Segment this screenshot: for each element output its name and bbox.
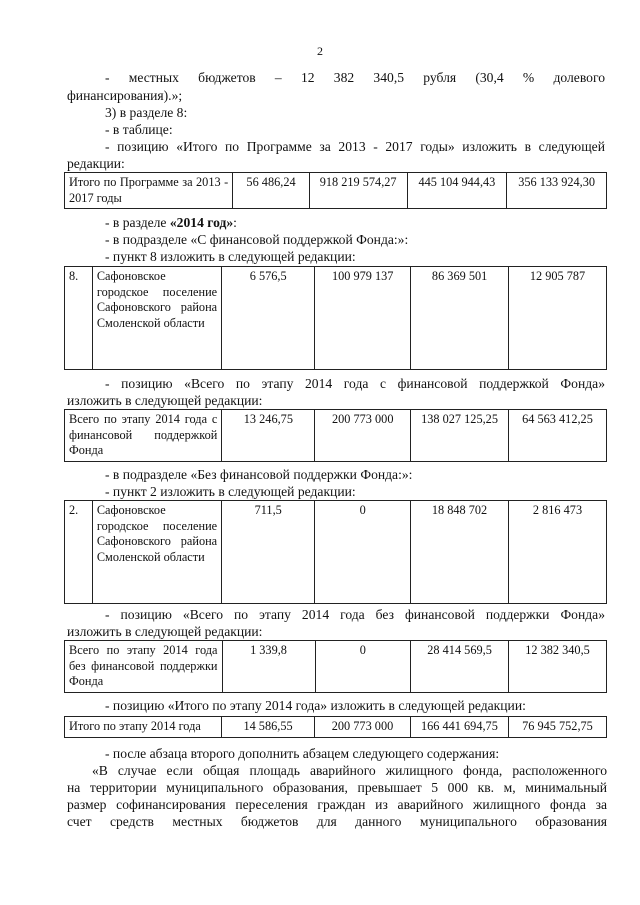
paragraph-line: - местных бюджетов – 12 382 340,5 рубля (30,4 % долевого bbox=[105, 70, 605, 85]
paragraph-line: «В случае если общая площадь аварийного жилищного фонда, расположенного bbox=[92, 763, 607, 778]
cell-fund: 86 369 501 bbox=[411, 267, 509, 370]
table-row bbox=[65, 267, 607, 370]
row-label: Сафоновское городское поселение Сафоновского района Смоленской области bbox=[92, 501, 221, 604]
paragraph-line: - после абзаца второго дополнить абзацем следующего содержания: bbox=[105, 746, 500, 761]
cell-area: 1 339,8 bbox=[222, 641, 315, 693]
table-row bbox=[65, 717, 607, 738]
cell-fund: 138 027 125,25 bbox=[411, 410, 509, 462]
cell-local-budget: 2 816 473 bbox=[509, 501, 607, 604]
paragraph-line: - пункт 8 изложить в следующей редакции: bbox=[105, 249, 356, 264]
paragraph-line: - позицию «Итого по Программе за 2013 - 2017 годы» изложить в следующей bbox=[105, 139, 605, 154]
cell-total-cost: 918 219 574,27 bbox=[309, 173, 407, 209]
row-label: Итого по Программе за 2013 - 2017 годы bbox=[65, 173, 233, 209]
cell-total-cost: 200 773 000 bbox=[315, 717, 411, 738]
line-text: - в разделе bbox=[105, 215, 170, 230]
cell-local-budget: 76 945 752,75 bbox=[508, 717, 606, 738]
paragraph-line: изложить в следующей редакции: bbox=[67, 393, 263, 408]
paragraph-line: - в таблице: bbox=[105, 122, 173, 137]
paragraph-line: - позицию «Всего по этапу 2014 года с финансовой поддержкой Фонда» bbox=[105, 376, 605, 391]
cell-total-cost: 100 979 137 bbox=[315, 267, 411, 370]
section-year: «2014 год» bbox=[169, 215, 234, 230]
row-label: Сафоновское городское поселение Сафоновского района Смоленской области bbox=[92, 267, 221, 370]
cell-area: 14 586,55 bbox=[221, 717, 314, 738]
cell-total-cost: 200 773 000 bbox=[315, 410, 411, 462]
paragraph-line: на территории муниципального образования, превышает 5 000 кв. м, минимальный bbox=[67, 780, 607, 795]
cell-fund: 18 848 702 bbox=[411, 501, 509, 604]
paragraph-line: - пункт 2 изложить в следующей редакции: bbox=[105, 484, 356, 499]
cell-area: 711,5 bbox=[222, 501, 315, 604]
cell-local-budget: 12 905 787 bbox=[509, 267, 607, 370]
row-label: Итого по этапу 2014 года bbox=[65, 717, 222, 738]
table-row bbox=[65, 641, 607, 693]
cell-total-cost: 0 bbox=[315, 641, 411, 693]
cell-area: 6 576,5 bbox=[222, 267, 315, 370]
row-number: 8. bbox=[65, 267, 93, 370]
row-number: 2. bbox=[65, 501, 93, 604]
table-row bbox=[65, 173, 607, 209]
cell-total-cost: 0 bbox=[315, 501, 411, 604]
table-item-8 bbox=[64, 266, 607, 370]
line-text: : bbox=[233, 215, 237, 230]
table-total-without-support bbox=[64, 640, 607, 693]
paragraph-line: - позицию «Всего по этапу 2014 года без финансовой поддержки Фонда» bbox=[105, 607, 605, 622]
paragraph-line: размер софинансирования переселения граждан из аварийного жилищного фонда за bbox=[67, 797, 607, 812]
paragraph-line: - в подразделе «Без финансовой поддержки Фонда:»: bbox=[105, 467, 413, 482]
paragraph-line: финансирования).»; bbox=[67, 88, 183, 103]
paragraph-line: - позицию «Итого по этапу 2014 года» изложить в следующей редакции: bbox=[105, 698, 526, 713]
table-stage-total bbox=[64, 716, 607, 738]
page-number: 2 bbox=[317, 44, 323, 58]
cell-fund: 166 441 694,75 bbox=[410, 717, 508, 738]
row-label: Всего по этапу 2014 года с финансовой поддержкой Фонда bbox=[65, 410, 222, 462]
cell-area: 56 486,24 bbox=[233, 173, 310, 209]
cell-local-budget: 356 133 924,30 bbox=[507, 173, 607, 209]
paragraph-line: счет средств местных бюджетов для данного муниципального образования bbox=[67, 814, 607, 829]
paragraph-line: 3) в разделе 8: bbox=[105, 105, 188, 120]
paragraph-line bbox=[105, 214, 605, 231]
table-row bbox=[65, 501, 607, 604]
table-program-total bbox=[64, 172, 607, 209]
cell-local-budget: 64 563 412,25 bbox=[509, 410, 607, 462]
table-total-with-support bbox=[64, 409, 607, 462]
paragraph-line: редакции: bbox=[67, 156, 125, 171]
row-label: Всего по этапу 2014 года без финансовой поддержки Фонда bbox=[65, 641, 223, 693]
cell-local-budget: 12 382 340,5 bbox=[509, 641, 607, 693]
paragraph-line: - в подразделе «С финансовой поддержкой Фонда:»: bbox=[105, 232, 409, 247]
table-item-2 bbox=[64, 500, 607, 604]
paragraph-line: изложить в следующей редакции: bbox=[67, 624, 263, 639]
cell-area: 13 246,75 bbox=[222, 410, 315, 462]
table-row bbox=[65, 410, 607, 462]
cell-fund: 28 414 569,5 bbox=[411, 641, 509, 693]
cell-fund: 445 104 944,43 bbox=[407, 173, 507, 209]
